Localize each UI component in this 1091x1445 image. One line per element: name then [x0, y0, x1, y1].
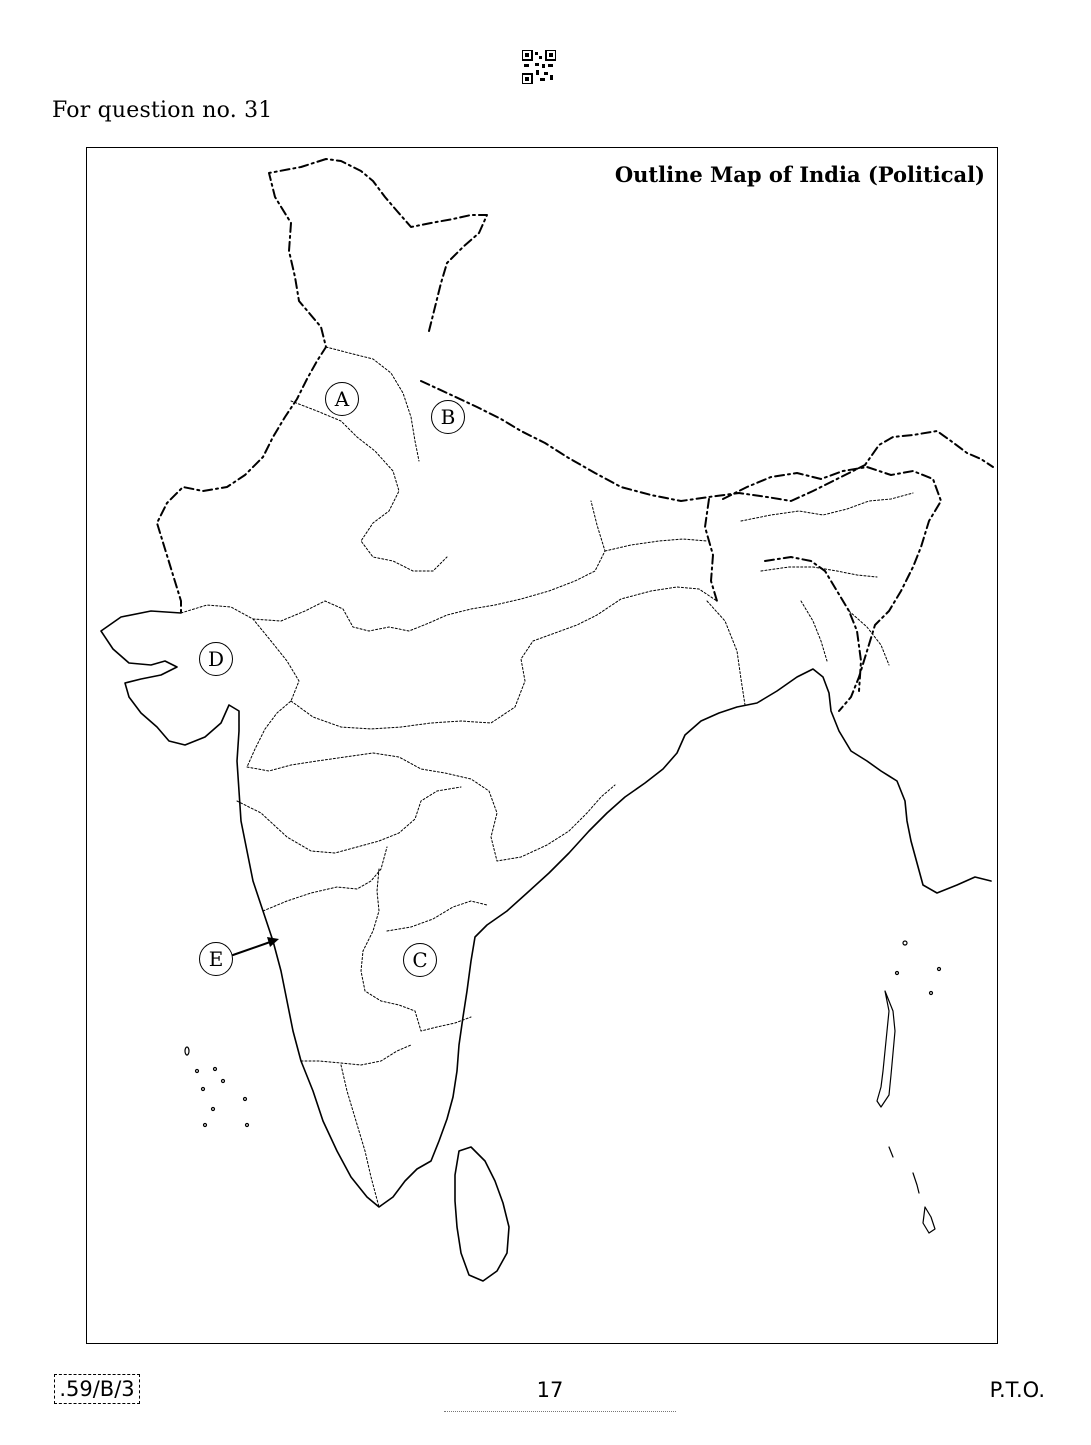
microprint-line	[444, 1411, 676, 1415]
marker-c: C	[403, 943, 437, 977]
lakshadweep-islands	[185, 1047, 249, 1127]
question-label: For question no. 31	[52, 98, 273, 123]
andaman-nicobar-islands	[877, 941, 941, 1233]
marker-d: D	[199, 642, 233, 676]
marker-b: B	[431, 400, 465, 434]
sri-lanka-outline	[455, 1147, 509, 1281]
marker-e: E	[199, 942, 233, 976]
pto-label: P.T.O.	[989, 1378, 1045, 1402]
paper-code: .59/B/3	[54, 1374, 140, 1404]
india-outline-map	[87, 148, 997, 1343]
qr-code-icon	[522, 50, 556, 84]
page-number: 17	[536, 1378, 564, 1402]
map-title: Outline Map of India (Political)	[614, 162, 985, 187]
marker-a: A	[325, 382, 359, 416]
map-frame	[86, 147, 998, 1344]
marker-e-arrow	[233, 941, 273, 955]
state-boundaries	[181, 347, 913, 1207]
marker-e-arrowhead	[267, 937, 279, 947]
coastline	[101, 611, 991, 1207]
